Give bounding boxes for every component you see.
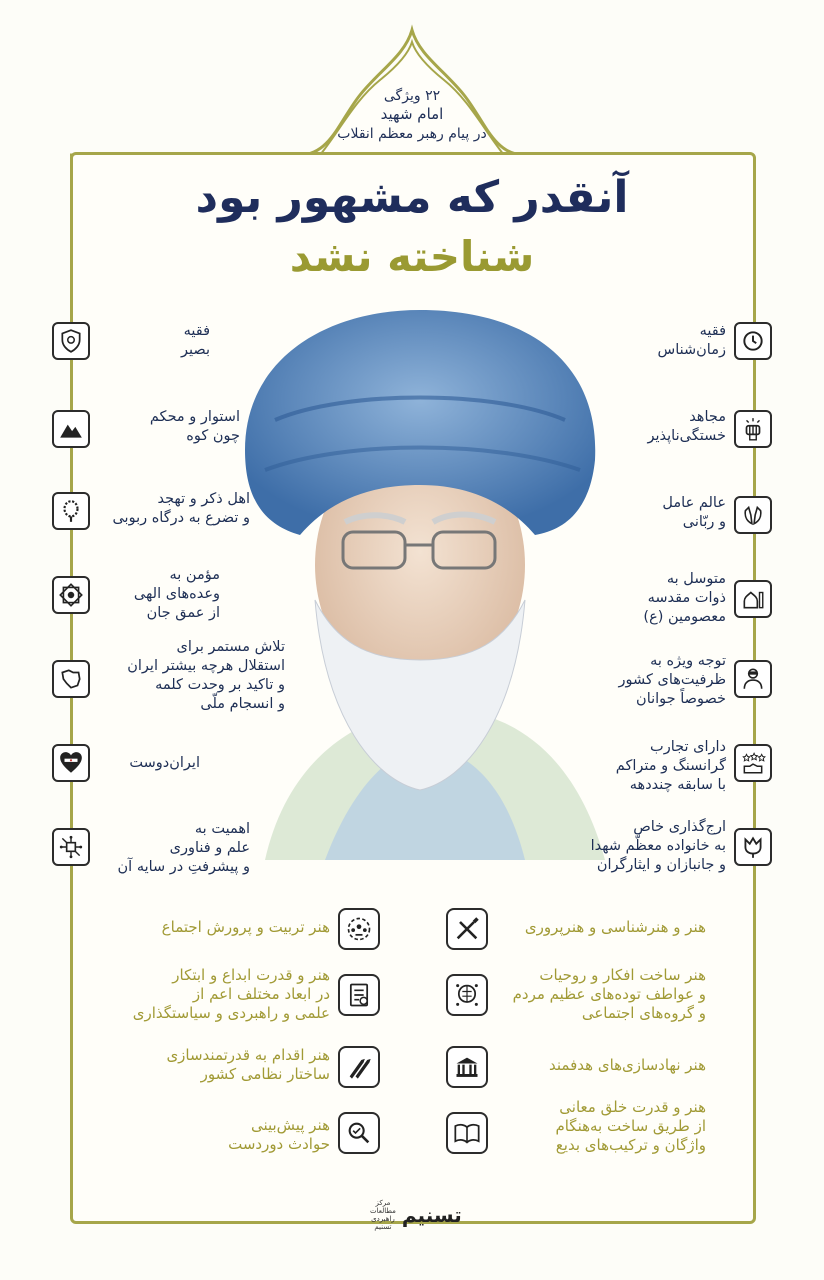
art-right-1: هنر و هنرشناسی و هنرپروری [524,918,706,936]
iran-heart-icon [52,744,90,782]
header-count: ۲۲ ویژگی [383,88,441,104]
left-item-3: اهل ذکر و تهجد و تضرع به درگاه ربوبی [112,491,250,526]
right-item-1: فقیه زمان‌شناس [657,323,726,358]
allah-emblem-icon [52,576,90,614]
left-item-4: مؤمن به وعده‌های الهی از عمق جان [133,567,220,621]
open-book-icon [446,1112,488,1154]
art-left-1: هنر تربیت و پرورش اجتماع [161,918,330,936]
experience-stars-icon [734,744,772,782]
right-item-2: مجاهد خستگی‌ناپذیر [647,409,726,444]
art-left-3: هنر اقدام به قدرتمندسازی ساختار نظامی کشور [166,1046,330,1083]
left-item-7: اهمیت به علم و فناوری و پیشرفتِ در سایه آن [117,821,250,875]
left-item-1: فقیه بصیر [181,323,210,358]
foresight-icon [338,1112,380,1154]
right-item-5: توجه ویژه به ظرفیت‌های کشور خصوصاً جوانان [618,653,726,707]
art-right-3: هنر نهادسازی‌های هدفمند [549,1056,706,1074]
right-item-4: متوسل به ذوات مقدسه معصومین (ع) [643,571,726,625]
art-left-2: هنر و قدرت ابداع و ابتکار در ابعاد مختلف اعم از علمی و راهبردی و سیاستگذاری [132,966,330,1022]
shield-bulb-icon [52,322,90,360]
art-left-4: هنر پیش‌بینی حوادث دوردست [228,1116,330,1153]
page-title: آنقدر که مشهور بود [195,172,629,223]
portrait-illustration [205,300,625,880]
right-item-6: دارای تجارب گرانسنگ و متراکم با سابقه چنددهه [615,739,726,793]
art-right-4: هنر و قدرت خلق معانی از طریق ساخت به‌هنگام واژگان و ترکیب‌های بدیع [555,1098,706,1154]
institution-icon [446,1046,488,1088]
community-icon [338,908,380,950]
scientist-icon [734,660,772,698]
clock-history-icon [734,322,772,360]
page-subtitle: شناخته نشد [289,232,535,281]
mountain-icon [52,410,90,448]
publisher-logo [370,1195,460,1235]
iran-map-icon [52,660,90,698]
fist-icon [734,410,772,448]
shrine-icon [734,580,772,618]
right-item-3: عالم عامل و ربّانی [662,495,726,530]
left-item-2: استوار و محکم چون کوه [149,409,240,444]
left-item-6: ایران‌دوست [129,755,200,771]
missiles-icon [338,1046,380,1088]
prayer-beads-icon [52,492,90,530]
header-source: در پیام رهبر معظم انقلاب [337,126,487,142]
logo-mark: تسنیم [401,1203,462,1227]
checklist-icon [338,974,380,1016]
art-right-2: هنر ساخت افکار و روحیات و عواطف توده‌های عظیم مردم و گروه‌های اجتماعی [512,966,706,1022]
right-item-7: ارج‌گذاری خاص به خانواده معظّم شهدا و جانبازان و ایثارگران [590,819,726,873]
left-item-5: تلاش مستمر برای استقلال هرچه بیشتر ایران و تاکید بر وحدت کلمه و انسجام ملّی [127,639,285,712]
circuit-icon [52,828,90,866]
brush-pen-icon [446,908,488,950]
praying-hands-icon [734,496,772,534]
header-subject: امام شهید [380,105,444,123]
tulip-icon [734,828,772,866]
logo-caption: مرکز مطالعات راهبردی تسنیم [370,1199,396,1231]
brain-network-icon [446,974,488,1016]
